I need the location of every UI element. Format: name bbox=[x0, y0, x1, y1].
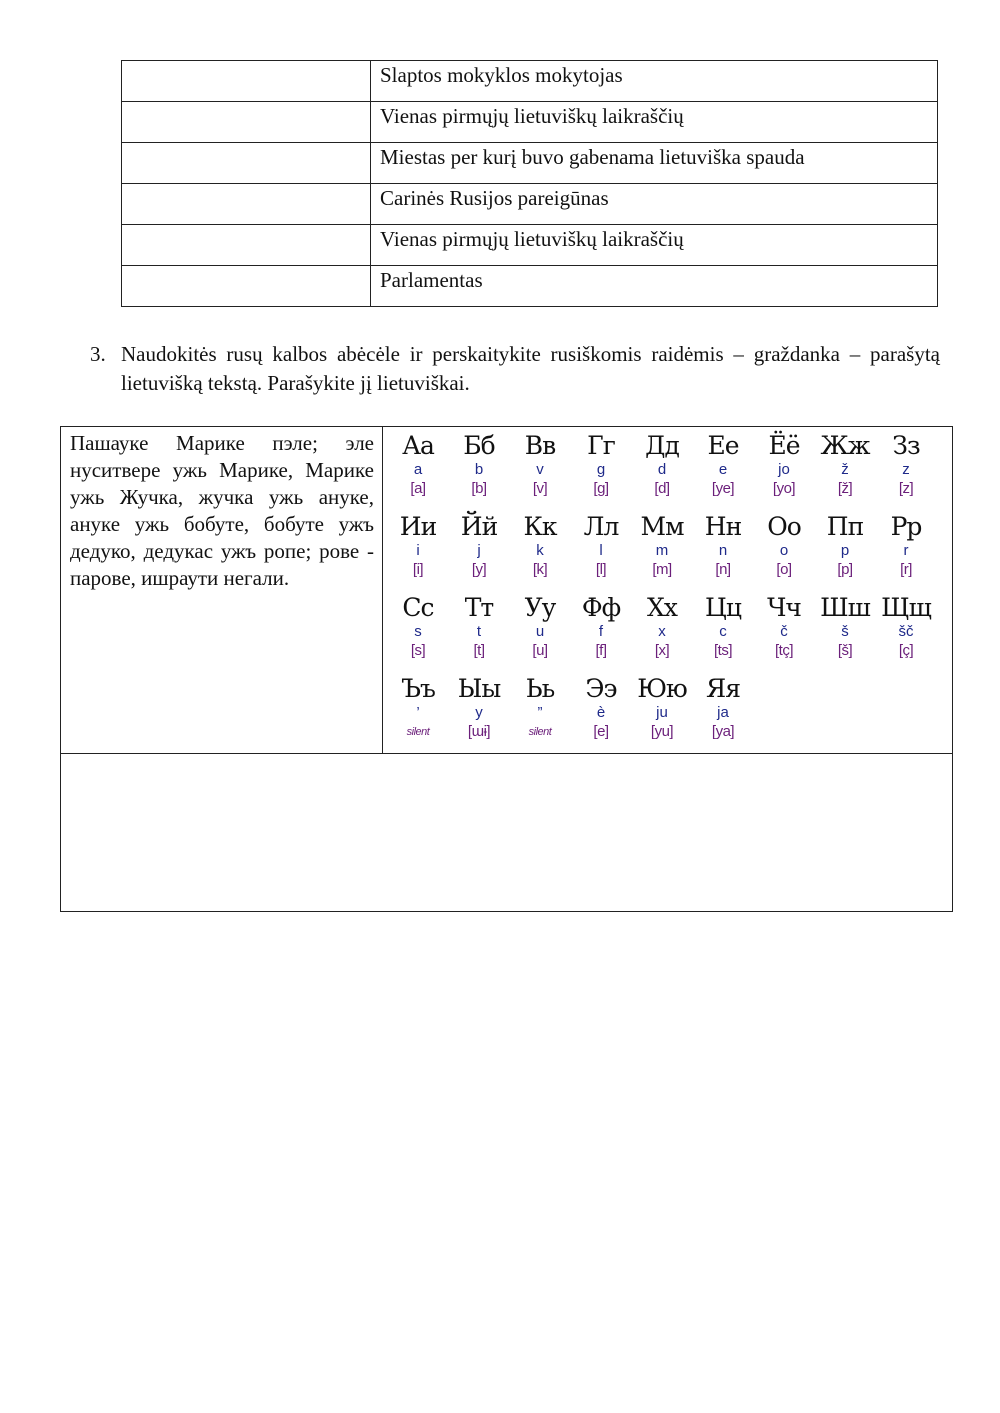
pronunciation: [š] bbox=[837, 642, 853, 659]
transliteration: x bbox=[658, 623, 666, 640]
cyrillic-letter: Оо bbox=[767, 512, 801, 541]
transliteration: l bbox=[599, 542, 603, 559]
cyrillic-letter: Кк bbox=[523, 512, 557, 541]
transliteration: k bbox=[536, 542, 544, 559]
pronunciation: [z] bbox=[898, 480, 914, 497]
transliteration: r bbox=[903, 542, 909, 559]
transliteration-table bbox=[60, 426, 953, 912]
table-row bbox=[122, 102, 938, 143]
alphabet-cell bbox=[509, 674, 571, 743]
cyrillic-letter: Мм bbox=[640, 512, 684, 541]
answer-cell[interactable] bbox=[122, 225, 371, 266]
table-row bbox=[122, 143, 938, 184]
task-instructions: Naudokitės rusų kalbos abėcėle ir perskaitykite rusiškomis raidėmis – graždanka – parašytą lietuvišką tekstą. Parašykite jį lietuviškai. bbox=[121, 342, 940, 395]
definition-cell: Slaptos mokyklos mokytojas bbox=[371, 61, 938, 102]
alphabet-cell bbox=[448, 512, 510, 581]
transliteration: s bbox=[414, 623, 422, 640]
pronunciation: [ç] bbox=[898, 642, 914, 659]
pronunciation: [f] bbox=[595, 642, 607, 659]
cyrillic-letter: Юю bbox=[637, 674, 687, 703]
transliteration: ’ bbox=[416, 704, 420, 721]
alphabet-cell bbox=[448, 674, 510, 743]
alphabet-cell bbox=[570, 674, 632, 743]
transliteration: ja bbox=[717, 704, 729, 721]
alphabet-cell bbox=[631, 674, 693, 743]
transliteration: z bbox=[902, 461, 910, 478]
alphabet-cell bbox=[448, 431, 510, 500]
transliteration: n bbox=[718, 542, 728, 559]
alphabet-cell bbox=[509, 512, 571, 581]
matching-table bbox=[121, 60, 938, 307]
pronunciation: [p] bbox=[837, 561, 853, 578]
alphabet-cell bbox=[753, 512, 815, 581]
transliteration: j bbox=[477, 542, 481, 559]
transliteration: ju bbox=[656, 704, 668, 721]
transliteration: o bbox=[779, 542, 789, 559]
alphabet-cell bbox=[448, 593, 510, 662]
pronunciation: [l] bbox=[595, 561, 607, 578]
pronunciation: [o] bbox=[776, 561, 792, 578]
cyrillic-text: Пашауке Марике пэле; эле нуситвере ужь Марике, Марике ужь Жучка, жучка ужь ануке, ануке ужь бобуте, бобуте ужъ дедуко, дедукас ужъ ропе; рове - парове, ишраути негали. bbox=[61, 427, 383, 753]
cyrillic-letter: Лл bbox=[583, 512, 619, 541]
answer-cell[interactable] bbox=[122, 61, 371, 102]
pronunciation: [ts] bbox=[713, 642, 732, 659]
transliteration: šč bbox=[898, 623, 914, 640]
cyrillic-letter: Цц bbox=[705, 593, 741, 622]
cyrillic-letter: Дд bbox=[645, 431, 679, 460]
definition-cell: Vienas pirmųjų lietuviškų laikraščių bbox=[371, 102, 938, 143]
alphabet-cell bbox=[387, 512, 449, 581]
pronunciation: [ye] bbox=[711, 480, 735, 497]
alphabet-cell bbox=[692, 431, 754, 500]
alphabet-cell bbox=[570, 512, 632, 581]
alphabet-cell bbox=[387, 431, 449, 500]
cyrillic-letter: Пп bbox=[826, 512, 864, 541]
definition-cell: Miestas per kurį buvo gabenama lietuviška spauda bbox=[371, 143, 938, 184]
transliteration: ” bbox=[537, 704, 543, 721]
alphabet-cell bbox=[631, 512, 693, 581]
answer-cell[interactable] bbox=[122, 266, 371, 307]
definition-cell: Vienas pirmųjų lietuviškų laikraščių bbox=[371, 225, 938, 266]
alphabet-cell bbox=[814, 431, 876, 500]
alphabet-cell bbox=[509, 431, 571, 500]
alphabet-cell bbox=[692, 512, 754, 581]
cyrillic-letter: Ээ bbox=[585, 674, 617, 703]
answer-area[interactable] bbox=[61, 753, 952, 912]
answer-cell[interactable] bbox=[122, 184, 371, 225]
cyrillic-letter: Вв bbox=[524, 431, 556, 460]
cyrillic-letter: Сс bbox=[402, 593, 434, 622]
table-row bbox=[122, 225, 938, 266]
cyrillic-letter: Чч bbox=[767, 593, 801, 622]
pronunciation: [b] bbox=[471, 480, 487, 497]
task-number: 3. bbox=[90, 342, 106, 366]
pronunciation: [g] bbox=[593, 480, 609, 497]
transliteration: p bbox=[840, 542, 850, 559]
cyrillic-letter: Щщ bbox=[881, 593, 931, 622]
alphabet-cell bbox=[631, 593, 693, 662]
transliteration: č bbox=[780, 623, 788, 640]
alphabet-chart bbox=[383, 427, 953, 753]
alphabet-cell bbox=[631, 431, 693, 500]
transliteration: ž bbox=[841, 461, 849, 478]
definition-cell: Carinės Rusijos pareigūnas bbox=[371, 184, 938, 225]
cyrillic-letter: Ее bbox=[707, 431, 739, 460]
cyrillic-letter: Аа bbox=[402, 431, 434, 460]
alphabet-cell bbox=[875, 593, 937, 662]
pronunciation: [t] bbox=[473, 642, 485, 659]
pronunciation: [ɯɨ] bbox=[467, 723, 491, 740]
pronunciation: [s] bbox=[410, 642, 426, 659]
transliteration: d bbox=[657, 461, 667, 478]
alphabet-cell bbox=[875, 512, 937, 581]
alphabet-cell bbox=[814, 593, 876, 662]
table-row bbox=[122, 266, 938, 307]
pronunciation: silent bbox=[528, 726, 552, 738]
pronunciation: [e] bbox=[593, 723, 609, 740]
cyrillic-letter: Фф bbox=[581, 593, 621, 622]
pronunciation: [x] bbox=[654, 642, 670, 659]
alphabet-cell bbox=[753, 431, 815, 500]
pronunciation: [k] bbox=[532, 561, 548, 578]
pronunciation: [y] bbox=[471, 561, 487, 578]
task-3 bbox=[86, 340, 940, 398]
transliteration: y bbox=[475, 704, 483, 721]
alphabet-cell bbox=[692, 674, 754, 743]
cyrillic-letter: Рр bbox=[890, 512, 922, 541]
cyrillic-letter: Нн bbox=[704, 512, 742, 541]
cyrillic-letter: Уу bbox=[524, 593, 556, 622]
transliteration: v bbox=[536, 461, 544, 478]
cyrillic-letter: Тт bbox=[464, 593, 494, 622]
pronunciation: [v] bbox=[532, 480, 548, 497]
pronunciation: [r] bbox=[900, 561, 912, 578]
transliteration: a bbox=[413, 461, 423, 478]
cyrillic-letter: Шш bbox=[820, 593, 870, 622]
pronunciation: [ž] bbox=[837, 480, 853, 497]
transliteration: b bbox=[474, 461, 484, 478]
alphabet-cell bbox=[814, 512, 876, 581]
alphabet-cell bbox=[692, 593, 754, 662]
cyrillic-letter: Ёё bbox=[768, 431, 800, 460]
alphabet-cell bbox=[570, 431, 632, 500]
alphabet-cell bbox=[387, 674, 449, 743]
cyrillic-letter: Зз bbox=[892, 431, 920, 460]
cyrillic-letter: Яя bbox=[706, 674, 740, 703]
transliteration: g bbox=[596, 461, 606, 478]
transliteration: u bbox=[535, 623, 545, 640]
alphabet-cell bbox=[570, 593, 632, 662]
transliteration: t bbox=[476, 623, 482, 640]
transliteration: š bbox=[841, 623, 849, 640]
definition-cell: Parlamentas bbox=[371, 266, 938, 307]
pronunciation: [d] bbox=[654, 480, 670, 497]
cyrillic-letter: Хх bbox=[647, 593, 677, 622]
alphabet-cell bbox=[509, 593, 571, 662]
cyrillic-letter: Жж bbox=[820, 431, 870, 460]
alphabet-cell bbox=[387, 593, 449, 662]
pronunciation: [ya] bbox=[711, 723, 735, 740]
transliteration: e bbox=[718, 461, 728, 478]
pronunciation: [a] bbox=[410, 480, 426, 497]
pronunciation: silent bbox=[406, 726, 430, 738]
answer-cell[interactable] bbox=[122, 102, 371, 143]
cyrillic-letter: Ыы bbox=[457, 674, 501, 703]
cyrillic-letter: Бб bbox=[463, 431, 495, 460]
alphabet-cell bbox=[875, 431, 937, 500]
pronunciation: [u] bbox=[532, 642, 548, 659]
answer-cell[interactable] bbox=[122, 143, 371, 184]
transliteration: jo bbox=[778, 461, 790, 478]
cyrillic-letter: Ии bbox=[399, 512, 437, 541]
transliteration: c bbox=[719, 623, 727, 640]
table-row bbox=[122, 61, 938, 102]
transliteration: è bbox=[596, 704, 606, 721]
pronunciation: [yu] bbox=[650, 723, 674, 740]
cyrillic-letter: Йй bbox=[460, 512, 498, 541]
pronunciation: [m] bbox=[652, 561, 672, 578]
cyrillic-letter: Ьь bbox=[525, 674, 555, 703]
pronunciation: [yo] bbox=[772, 480, 796, 497]
cyrillic-letter: Ъъ bbox=[401, 674, 435, 703]
pronunciation: [tç] bbox=[774, 642, 793, 659]
pronunciation: [i] bbox=[412, 561, 424, 578]
cyrillic-letter: Гг bbox=[587, 431, 615, 460]
table-row bbox=[122, 184, 938, 225]
pronunciation: [n] bbox=[715, 561, 731, 578]
alphabet-cell bbox=[753, 593, 815, 662]
transliteration: i bbox=[416, 542, 420, 559]
transliteration: m bbox=[655, 542, 669, 559]
transliteration: f bbox=[598, 623, 604, 640]
